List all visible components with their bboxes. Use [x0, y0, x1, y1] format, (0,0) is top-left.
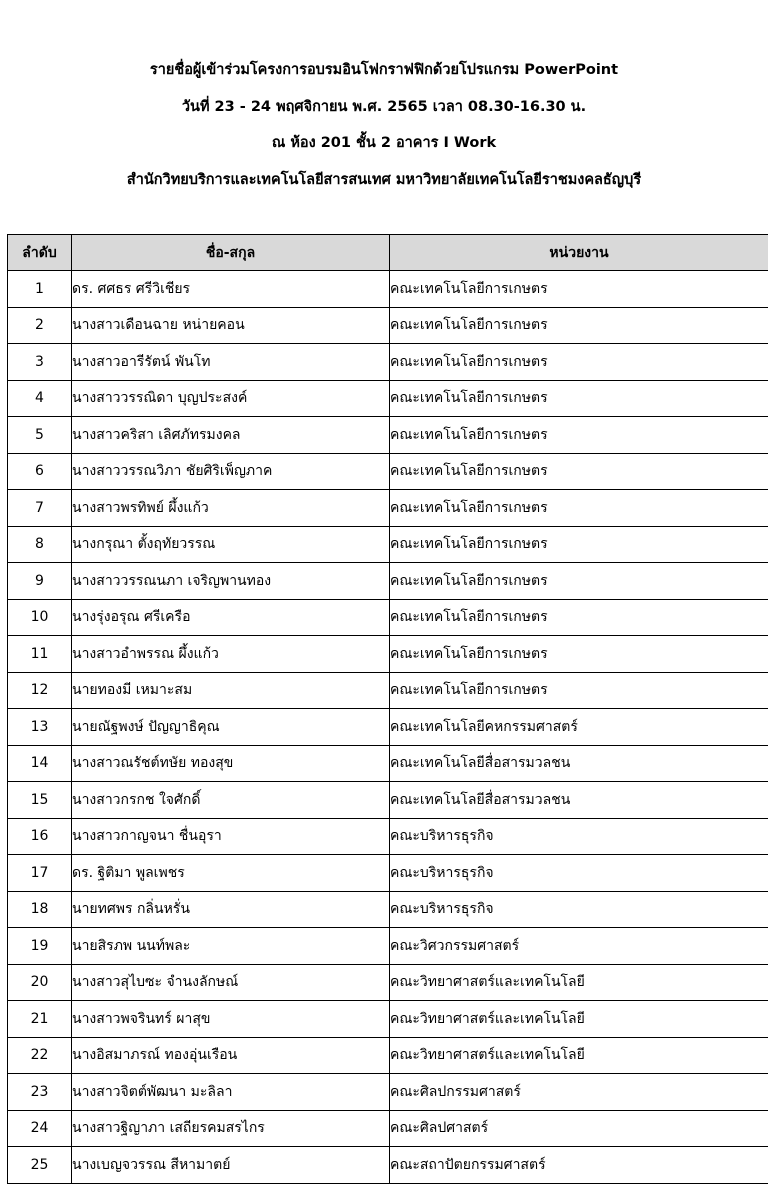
row-full-name: นางสาวจิตต์พัฒนา มะลิลา [72, 1074, 390, 1111]
table-row [8, 490, 768, 527]
row-sequence: 17 [8, 855, 72, 892]
row-full-name: นางสาวอำพรรณ ผึ้งแก้ว [72, 636, 390, 673]
row-sequence: 9 [8, 563, 72, 600]
row-full-name: นายทองมี เหมาะสม [72, 672, 390, 709]
row-full-name: นางอิสมาภรณ์ ทองอุ่นเรือน [72, 1037, 390, 1074]
row-department: คณะบริหารธุรกิจ [390, 891, 768, 928]
row-sequence: 18 [8, 891, 72, 928]
row-full-name: ดร. ฐิติมา พูลเพชร [72, 855, 390, 892]
row-department: คณะเทคโนโลยีการเกษตร [390, 344, 768, 381]
row-sequence: 19 [8, 928, 72, 965]
row-full-name: นายทศพร กลิ่นหรั่น [72, 891, 390, 928]
row-full-name: นายณัฐพงษ์ ปัญญาธิคุณ [72, 709, 390, 746]
row-sequence: 5 [8, 417, 72, 454]
row-sequence: 3 [8, 344, 72, 381]
row-sequence: 16 [8, 818, 72, 855]
table-row [8, 344, 768, 381]
column-header-seq: ลำดับ [8, 235, 72, 271]
table-row [8, 891, 768, 928]
row-sequence: 1 [8, 271, 72, 308]
row-sequence: 25 [8, 1147, 72, 1184]
row-department: คณะเทคโนโลยีสื่อสารมวลชน [390, 745, 768, 782]
table-row [8, 1037, 768, 1074]
table-row [8, 636, 768, 673]
row-department: คณะเทคโนโลยีการเกษตร [390, 526, 768, 563]
row-full-name: นางสาวณรัชต์ทษัย ทองสุข [72, 745, 390, 782]
row-full-name: ดร. ศศธร ศรีวิเชียร [72, 271, 390, 308]
table-row [8, 1001, 768, 1038]
row-full-name: นางสาววรรณวิภา ชัยศิริเพ็ญภาค [72, 453, 390, 490]
row-sequence: 15 [8, 782, 72, 819]
table-row [8, 307, 768, 344]
row-department: คณะเทคโนโลยีคหกรรมศาสตร์ [390, 709, 768, 746]
row-full-name: นางเบญจวรรณ สีหามาตย์ [72, 1147, 390, 1184]
document-venue: ณ ห้อง 201 ชั้น 2 อาคาร I Work [271, 135, 497, 151]
document-organization: สำนักวิทยบริการและเทคโนโลยีสารสนเทศ มหาวิทยาลัยเทคโนโลยีราชมงคลธัญบุรี [126, 171, 642, 188]
row-sequence: 12 [8, 672, 72, 709]
row-department: คณะวิทยาศาสตร์และเทคโนโลยี [390, 964, 768, 1001]
table-row [8, 380, 768, 417]
row-department: คณะเทคโนโลยีการเกษตร [390, 271, 768, 308]
row-full-name: นางสาวสุไบซะ จำนงลักษณ์ [72, 964, 390, 1001]
document-title: รายชื่อผู้เข้าร่วมโครงการอบรมอินโฟกราฟฟิกด้วยโปรแกรม PowerPoint [149, 62, 619, 78]
table-row [8, 672, 768, 709]
row-sequence: 2 [8, 307, 72, 344]
row-sequence: 10 [8, 599, 72, 636]
row-full-name: นางสาวพรทิพย์ ผึ้งแก้ว [72, 490, 390, 527]
column-header-name: ชื่อ-สกุล [72, 235, 390, 271]
row-department: คณะวิศวกรรมศาสตร์ [390, 928, 768, 965]
table-row [8, 709, 768, 746]
row-full-name: นางสาวเดือนฉาย หน่ายคอน [72, 307, 390, 344]
row-department: คณะศิลปศาสตร์ [390, 1110, 768, 1147]
row-department: คณะเทคโนโลยีสื่อสารมวลชน [390, 782, 768, 819]
row-full-name: นางสาวคริสา เลิศภัทรมงคล [72, 417, 390, 454]
row-full-name: นางสาวพจรินทร์ ผาสุข [72, 1001, 390, 1038]
table-row [8, 453, 768, 490]
row-department: คณะวิทยาศาสตร์และเทคโนโลยี [390, 1037, 768, 1074]
document-header [0, 52, 768, 198]
table-header-row [8, 235, 768, 271]
participant-table [7, 234, 768, 1184]
table-row [8, 563, 768, 600]
table-row [8, 745, 768, 782]
table-body [8, 271, 768, 1184]
row-department: คณะเทคโนโลยีการเกษตร [390, 490, 768, 527]
row-department: คณะเทคโนโลยีการเกษตร [390, 417, 768, 454]
row-department: คณะศิลปกรรมศาสตร์ [390, 1074, 768, 1111]
table-row [8, 964, 768, 1001]
row-full-name: นางสาวกาญจนา ชื่นอุรา [72, 818, 390, 855]
column-header-unit: หน่วยงาน [390, 235, 768, 271]
table-row [8, 818, 768, 855]
table-row [8, 271, 768, 308]
row-full-name: นางสาวอารีรัตน์ พันโท [72, 344, 390, 381]
row-sequence: 11 [8, 636, 72, 673]
row-department: คณะเทคโนโลยีการเกษตร [390, 672, 768, 709]
row-sequence: 23 [8, 1074, 72, 1111]
row-department: คณะเทคโนโลยีการเกษตร [390, 563, 768, 600]
table-row [8, 1110, 768, 1147]
table-row [8, 599, 768, 636]
row-sequence: 4 [8, 380, 72, 417]
table-row [8, 1147, 768, 1184]
row-sequence: 20 [8, 964, 72, 1001]
document-date-time: วันที่ 23 - 24 พฤศจิกายน พ.ศ. 2565 เวลา 08.30-16.30 น. [181, 98, 587, 115]
row-full-name: นางรุ่งอรุณ ศรีเครือ [72, 599, 390, 636]
row-sequence: 24 [8, 1110, 72, 1147]
row-full-name: นางสาววรรณิดา บุญประสงค์ [72, 380, 390, 417]
row-department: คณะเทคโนโลยีการเกษตร [390, 636, 768, 673]
row-department: คณะเทคโนโลยีการเกษตร [390, 599, 768, 636]
row-sequence: 6 [8, 453, 72, 490]
row-department: คณะสถาปัตยกรรมศาสตร์ [390, 1147, 768, 1184]
row-department: คณะเทคโนโลยีการเกษตร [390, 380, 768, 417]
row-full-name: นางสาวฐิญาภา เสถียรคมสรไกร [72, 1110, 390, 1147]
row-department: คณะบริหารธุรกิจ [390, 855, 768, 892]
row-department: คณะเทคโนโลยีการเกษตร [390, 307, 768, 344]
table-row [8, 782, 768, 819]
row-sequence: 21 [8, 1001, 72, 1038]
row-sequence: 22 [8, 1037, 72, 1074]
table-row [8, 1074, 768, 1111]
table-row [8, 526, 768, 563]
row-full-name: นางสาววรรณนภา เจริญพานทอง [72, 563, 390, 600]
row-department: คณะบริหารธุรกิจ [390, 818, 768, 855]
row-full-name: นางสาวกรกช ใจศักดิ์ [72, 782, 390, 819]
row-sequence: 13 [8, 709, 72, 746]
table-row [8, 417, 768, 454]
row-department: คณะเทคโนโลยีการเกษตร [390, 453, 768, 490]
table-row [8, 855, 768, 892]
row-full-name: นายสิรภพ นนท์พละ [72, 928, 390, 965]
row-sequence: 8 [8, 526, 72, 563]
row-sequence: 7 [8, 490, 72, 527]
row-full-name: นางกรุณา ตั้งฤทัยวรรณ [72, 526, 390, 563]
row-department: คณะวิทยาศาสตร์และเทคโนโลยี [390, 1001, 768, 1038]
table-row [8, 928, 768, 965]
row-sequence: 14 [8, 745, 72, 782]
